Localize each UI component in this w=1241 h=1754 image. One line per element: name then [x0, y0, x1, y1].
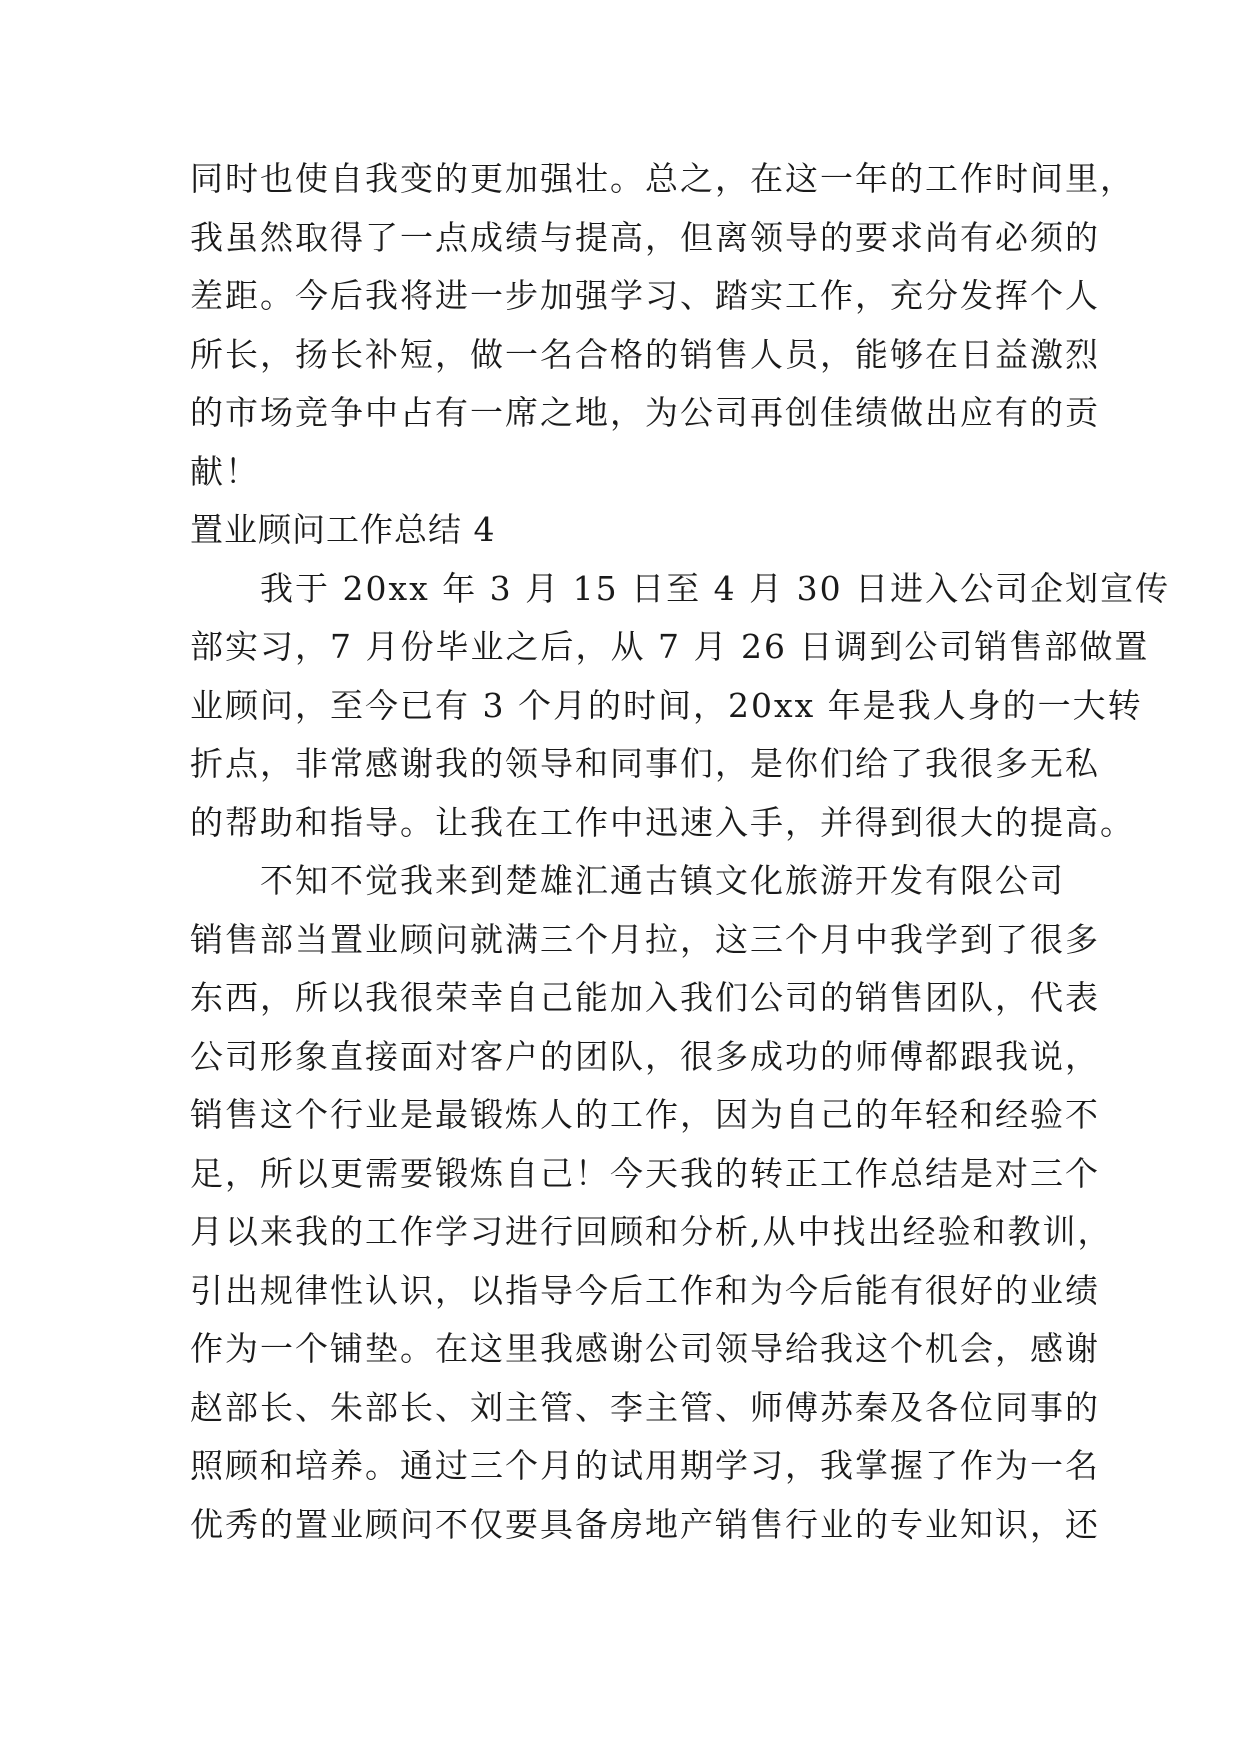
text-line: 我虽然取得了一点成绩与提高，但离领导的要求尚有必须的: [190, 217, 1100, 257]
text-line: 不知不觉我来到楚雄汇通古镇文化旅游开发有限公司: [260, 861, 1065, 900]
text-line: 所长，扬长补短，做一名合格的销售人员，能够在日益激烈: [190, 334, 1100, 374]
text-line: 献！: [190, 451, 260, 491]
text-line: 折点，非常感谢我的领导和同事们，是你们给了我很多无私: [190, 744, 1100, 783]
text-line: 照顾和培养。通过三个月的试用期学习，我掌握了作为一名: [190, 1446, 1100, 1485]
text-line: 引出规律性认识，以指导今后工作和为今后能有很好的业绩: [190, 1270, 1100, 1310]
text-line: 优秀的置业顾问不仅要具备房地产销售行业的专业知识，还: [190, 1504, 1100, 1544]
text-line: 销售这个行业是最锻炼人的工作，因为自己的年轻和经验不: [190, 1095, 1100, 1134]
text-line: 同时也使自我变的更加强壮。总之，在这一年的工作时间里，: [190, 159, 1135, 198]
document-body: [190, 150, 1171, 1554]
text-line: 差距。今后我将进一步加强学习、踏实工作，充分发挥个人: [190, 276, 1100, 315]
text-line: 东西，所以我很荣幸自己能加入我们公司的销售团队，代表: [190, 978, 1100, 1017]
paragraph-1: [190, 560, 1171, 853]
text-line: 的帮助和指导。让我在工作中迅速入手，并得到很大的提高。: [190, 802, 1135, 842]
text-line: 销售部当置业顾问就满三个月拉，这三个月中我学到了很多: [190, 919, 1100, 959]
text-line: 公司形象直接面对客户的团队，很多成功的师傅都跟我说，: [190, 1036, 1100, 1076]
text-line: 我于 20xx 年 3 月 15 日至 4 月 30 日进入公司企划宣传: [260, 568, 1171, 608]
section-title: 置业顾问工作总结 4: [190, 510, 496, 549]
text-line: 足，所以更需要锻炼自己！今天我的转正工作总结是对三个: [190, 1153, 1100, 1193]
text-line: 部实习，7 月份毕业之后，从 7 月 26 日调到公司销售部做置: [190, 627, 1150, 666]
text-line: 作为一个铺垫。在这里我感谢公司领导给我这个机会，感谢: [190, 1329, 1100, 1368]
text-line: 业顾问，至今已有 3 个月的时间，20xx 年是我人身的一大转: [190, 685, 1143, 725]
text-line: 赵部长、朱部长、刘主管、李主管、师傅苏秦及各位同事的: [190, 1387, 1100, 1427]
text-line: 月以来我的工作学习进行回顾和分析,从中找出经验和教训，: [190, 1212, 1113, 1251]
paragraph-2: [190, 852, 1113, 1554]
paragraph-continued: [190, 150, 1135, 501]
text-line: 的市场竞争中占有一席之地，为公司再创佳绩做出应有的贡: [190, 393, 1100, 432]
